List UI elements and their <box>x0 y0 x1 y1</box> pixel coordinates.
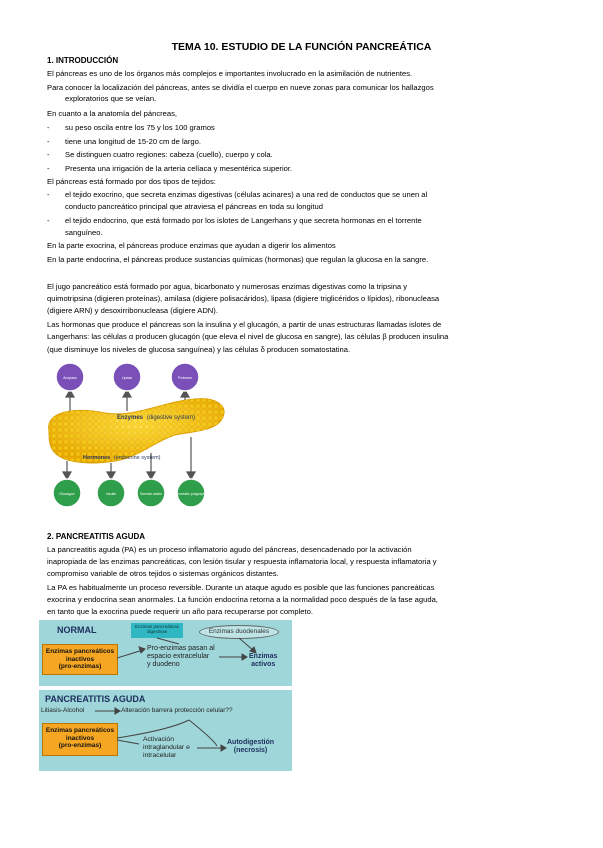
section-heading-introduccion: 1. INTRODUCCIÓN <box>47 56 119 65</box>
process-line: Pro-enzimas pasan al <box>147 645 215 652</box>
diagram-arrows <box>39 620 292 686</box>
svg-text:Hormones (endocrine syst <box>83 455 161 461</box>
paragraph-line: En la parte endocrina, el páncreas produce sustancias químicas (hormonas) que regulan la glucosa en la sangre. <box>47 255 429 264</box>
paragraph-line: El páncreas está formado por dos tipos de tejidos: <box>47 177 216 186</box>
enzyme-circle-label: Lipase <box>121 376 133 380</box>
list-item: - el tejido exocrino, que secreta enzimas digestivas (células acinares) a una red de conductos que se unen al <box>47 190 428 199</box>
list-item-text: Se distinguen cuatro regiones: cabeza (cuello), cuerpo y cola. <box>65 150 273 159</box>
diagram-title: PANCREATITIS AGUDA <box>45 694 146 704</box>
result-line: Enzimas <box>249 653 278 660</box>
paragraph-line: Las hormonas que produce el páncreas son la insulina y el glucagón, a partir de unas estructuras llamadas islotes de <box>47 320 442 329</box>
box-line: Enzimas pancreáticos <box>45 727 115 734</box>
list-item: - Se distinguen cuatro regiones: cabeza (cuello), cuerpo y cola. <box>47 150 273 159</box>
enzyme-circle-label: Amylase <box>63 376 77 380</box>
enzymes-sublabel: (digestive system) <box>146 415 196 421</box>
paragraph-line: (digiere ARN) y desoxirribonucleasa (digiere ADN). <box>47 306 218 315</box>
paragraph-line: en tanto que la exocrina puede requerir un año para recuperarse por completo. <box>47 607 313 616</box>
enzymes-label: Enzymes <box>117 415 144 421</box>
alteration-label: Alteración barrera protección celular?? <box>121 707 233 714</box>
list-item-continuation: conducto pancreático principal que atraviesa el páncreas en toda su longitud <box>65 202 323 211</box>
svg-text:Enzymes (digestive syste <box>117 415 195 421</box>
list-item-continuation: sanguíneo. <box>65 228 103 237</box>
paragraph-line: exploratorios que se veían. <box>65 94 157 103</box>
paragraph-line: En la parte exocrina, el páncreas produce enzimas que ayudan a digerir los alimentos <box>47 241 336 250</box>
hormone-circles <box>53 479 209 507</box>
process-line: espacio extracelular <box>147 653 210 660</box>
hormone-circle-label: Pancreatic polypeptide <box>172 492 210 496</box>
box-line: (pro-enzimas) <box>58 663 102 670</box>
list-item-text: tiene una longitud de 15-20 cm de largo. <box>65 137 201 146</box>
result-line: activos <box>251 661 276 668</box>
list-item-text: el tejido endocrino, que está formado por los islotes de Langerhans y que secreta hormonas en el torrente <box>65 216 422 225</box>
box-line: inactivos <box>65 655 95 663</box>
paragraph-line: Para conocer la localización del páncreas, antes se dividía el cuerpo en nueve zonas para comunicar los hallazgos <box>47 83 434 92</box>
diagram-title: NORMAL <box>57 625 97 635</box>
duodenal-enzymes-oval: Enzimas duodenales <box>199 625 279 639</box>
cause-label: Litiasis-Alcohol <box>41 707 85 714</box>
process-line: y duodeno <box>147 661 180 668</box>
list-item-text: el tejido exocrino, que secreta enzimas digestivas (células acinares) a una red de conductos que se unen al <box>65 190 428 199</box>
paragraph-line: La PA es habitualmente un proceso reversible. Durante un ataque agudo es posible que las funciones pancreáticas <box>47 583 435 592</box>
enzyme-circles <box>56 363 199 391</box>
list-item-text: Presenta una irrigación de la arteria celíaca y mesentérica superior. <box>65 164 293 173</box>
hormone-circle-label: Insulin <box>105 492 117 496</box>
process-line: intracelular <box>143 752 177 759</box>
hormone-circle-label: Somato-statin <box>139 492 163 496</box>
paragraph-line: El jugo pancreático está formado por agua, bicarbonato y numerosas enzimas digestivas como la tripsina y <box>47 282 408 291</box>
diagram-arrows <box>39 690 292 771</box>
list-item: - tiene una longitud de 15-20 cm de largo. <box>47 137 201 146</box>
list-item-text: su peso oscila entre los 75 y los 100 gramos <box>65 123 215 132</box>
hormones-sublabel: (endocrine system) <box>113 455 161 461</box>
box-line: Enzimas pancreáticos <box>45 648 115 655</box>
paragraph-line: quimotripsina (digieren proteínas), amilasa (digiere polisacáridos), lipasa (digiere triglicéridos o lípidos), ribonucleasa <box>47 294 440 303</box>
hormones-label: Hormones <box>83 455 111 461</box>
paragraph-line: exocrina y endocrina sean anormales. La función endocrina retorna a la normalidad poco después de la fase aguda, <box>47 595 438 604</box>
paragraph-line: Langerhans: las células α producen glucagón (que eleva el nivel de glucosa en sangre), las células β producen insulina <box>47 332 449 341</box>
list-item: - el tejido endocrino, que está formado por los islotes de Langerhans y que secreta hormonas en el torrente <box>47 216 422 225</box>
paragraph-line: En cuanto a la anatomía del páncreas, <box>47 109 178 118</box>
list-item: - Presenta una irrigación de la arteria celíaca y mesentérica superior. <box>47 164 293 173</box>
box-line: inactivos <box>65 734 95 742</box>
process-line: intraglandular e <box>143 744 190 751</box>
pancreas-illustration <box>45 361 230 511</box>
result-line: Autodigestión <box>227 739 275 746</box>
diagram-pancreatitis-aguda <box>39 690 292 771</box>
diagram-normal <box>39 620 292 686</box>
result-line: (necrosis) <box>233 747 268 754</box>
box-line: (pro-enzimas) <box>58 742 102 749</box>
digestive-enzymes-box: Enzimas pancreáticas digestivas <box>131 623 183 638</box>
list-item: - su peso oscila entre los 75 y los 100 gramos <box>47 123 215 132</box>
paragraph-line: inapropiada de las enzimas pancreáticas, con lesión tisular y respuesta inflamatoria local, y respuesta inflamatoria y <box>47 557 437 566</box>
paragraph-line: La pancreatitis aguda (PA) es un proceso inflamatorio agudo del páncreas, desencadenado por la activación <box>47 545 412 554</box>
section-heading-pancreatitis: 2. PANCREATITIS AGUDA <box>47 532 146 541</box>
process-line: Activación <box>143 736 174 743</box>
document-title: TEMA 10. ESTUDIO DE LA FUNCIÓN PANCREÁTICA <box>171 41 432 53</box>
paragraph-line: (que disminuye los niveles de glucosa sanguínea) y las células δ producen somatostatina. <box>47 345 351 354</box>
paragraph-line: compromiso variable de otros tejidos o sistemas orgánicos distantes. <box>47 569 279 578</box>
enzyme-circle-label: Protease <box>177 376 193 380</box>
hormone-circle-label: Glucagon <box>59 492 75 496</box>
paragraph-line: El páncreas es uno de los órganos más complejos e importantes involucrado en la asimilación de nutrientes. <box>47 69 413 78</box>
